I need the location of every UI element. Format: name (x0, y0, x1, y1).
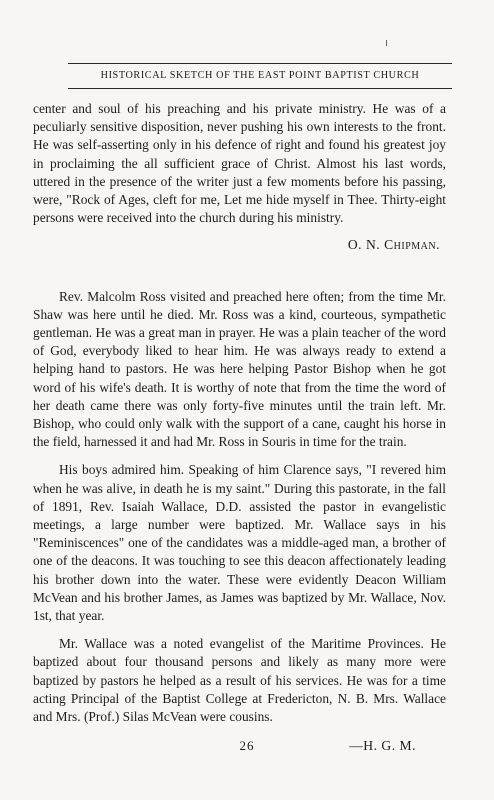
signature-hgm: —H. G. M. (349, 738, 416, 754)
header-title: HISTORICAL SKETCH OF THE EAST POINT BAPTIST CHURCH (100, 70, 420, 81)
page-body (33, 100, 446, 756)
page-speck (386, 40, 387, 46)
running-header (68, 63, 452, 91)
page-number: 26 (239, 738, 255, 753)
paragraph-malcolm-ross: Rev. Malcolm Ross visited and preached here often; from the time Mr. Shaw was here until he died. Mr. Ross was a kind, courteous, sympathetic gentleman. He was a great man in prayer. He was a plain teacher of the word of God, everybody liked to hear him. He was always ready to extend a helping hand to pastors. He was here helping Pastor Bishop when he got word of his wife's death. It is worthy of note that from the time the word of her death came there was only forty-five minutes until the train left. Mr. Bishop, who could only walk with the support of a cane, caught his horse in the field, harnessed it and had Mr. Ross in Souris in time for the train. (33, 288, 446, 450)
paragraph-continued: center and soul of his preaching and his private ministry. He was of a peculiarly sensitive disposition, never pushing his own interests to the front. He was self-asserting only in his defence of right and found his greatest joy in proclaiming the all sufficient grace of Christ. Almost his last words, uttered in the presence of the writer just a few moments before his passing, were, "Rock of Ages, cleft for me, Let me hide myself in Thee. Thirty-eight persons were received into the church during his ministry. (33, 101, 446, 226)
signature-chipman: O. N. Chipman. (347, 237, 440, 253)
paragraph-wallace-evangelist: Mr. Wallace was a noted evangelist of the Maritime Provinces. He baptized about four thousand persons and likely as many more were baptized by pastors he helped as a result of his services. He was for a time acting Principal of the Baptist College at Fredericton, N. B. Mrs. Wallace and Mrs. (Prof.) Silas McVean were cousins. (33, 636, 446, 725)
paragraph-boys-admired: His boys admired him. Speaking of him Clarence says, "I revered him when he was alive, in death he is my saint." During this pastorate, in the fall of 1891, Rev. Isaiah Wallace, D.D. assisted the pastor in evangelistic meetings, a large number were baptized. Mr. Wallace says in his "Reminiscences" one of the candidates was a middle-aged man, a brother of one of the deacons. It was touching to see this deacon affectionately leading his brother down into the water. These were evidently Deacon William McVean and his brother James, as James was baptized by Mr. Wallace, Nov. 1st, that year. (33, 462, 446, 624)
header-rule-bottom (68, 88, 452, 89)
